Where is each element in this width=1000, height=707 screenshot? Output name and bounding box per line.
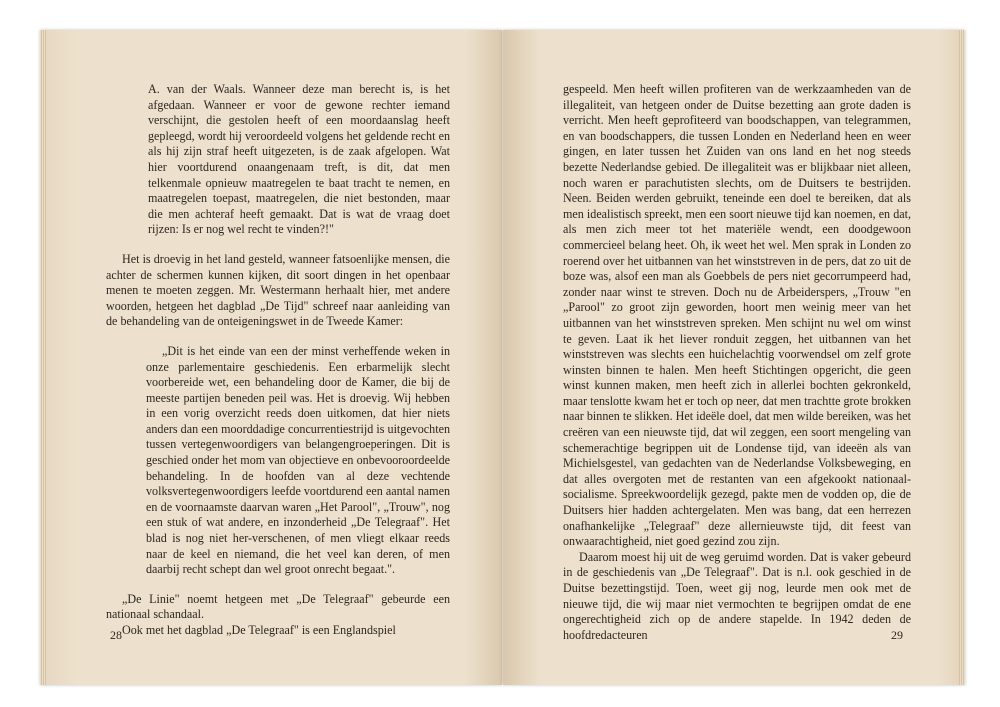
page-number: 28 <box>110 628 122 642</box>
right-page <box>503 30 965 685</box>
quote-continuation: A. van der Waals. Wanneer deze man berecht is, is het afgedaan. Wanneer er voor de gewone rechter iemand verschijnt, die gestolen heeft of een moordaanslag heeft gepleegd, wordt hij veroordeeld volgens het geldende recht en als hij zijn straf heeft uitgezeten, is de zaak afgelopen. Wat hier voortdurend onaangenaam treft, is dit, dat men telkenmale opnieuw maatregelen te baat tracht te nemen, en maatregelen toepast, maatregelen, die niet bestonden, maar die men achteraf heeft gemaakt. Dat is wat de vraag doet rijzen: Is er nog wel recht te vinden?!" <box>148 82 450 237</box>
left-page <box>40 30 502 685</box>
book-spread <box>40 30 965 685</box>
page-number: 29 <box>891 628 903 642</box>
paragraph: Ook met het dagblad „De Telegraaf" is een Englandspiel <box>122 623 396 637</box>
left-page-text <box>106 82 450 639</box>
right-page-text <box>563 82 911 643</box>
block-quote: „Dit is het einde van een der minst verheffende weken in onze parlementaire geschiedenis. Een erbarmelijk slecht voorbereide wet, een behandeling door de Kamer, die bij de meeste partijen beneden peil was. Het is droevig. Wij hebben in een vorig overzicht reeds doen uitkomen, dat hier niets anders dan een moorddadige concurrentiestrijd is uitgevochten tussen vertegenwoordigers van belangengroeperingen. Dit is geschied onder het mom van objectieve en onbevooroordeelde behandeling. In de hoofden van al deze vechtende volksvertegenwoordigers leefde voortdurend een aantal namen en de voornaamste daarvan waren „Het Parool", „Trouw", nog een stuk of wat andere, en inzonderheid „De Telegraaf". Het blad is nog niet her-verschenen, of men vliegt elkaar reeds naar de keel en niemand, die het veel kan deren, of men daarbij recht schept dan wel groot onrecht begaat.". <box>146 343 450 577</box>
page-edges <box>40 30 46 685</box>
paragraph: gespeeld. Men heeft willen profiteren van de werkzaamheden van de illegaliteit, van hetgeen onder de Duitse bezetting aan grote daden is verricht. Men heeft geprofiteerd van boodschappen, van telegrammen, en van boodschappers, die tussen Londen en Nederland heen en weer gingen, en later tussen het Zuiden van ons land en het nog steeds bezette Nederlandse gebied. De illegaliteit was er blijkbaar niet alleen, noch waren er parachutisten slechts, om de Duitsers te bestrijden. Neen. Beiden werden gebruikt, teneinde een doel te bereiken, dat als men idealistisch spreekt, men een soort nieuwe tijd kan noemen, en dat, als men zich meer tot het materiële wendt, een doodgewoon commercieel belang heet. Oh, ik weet het wel. Men sprak in Londen zo roerend over het uitbannen van het winststreven in de pers, dat zo uit de boze was, alsof een man als Goebbels de pers niet gecorrumpeerd had, zonder naar winst te streven. Doch nu de Arbeiderspers, „Trouw "en „Parool" zo groot zijn geworden, hoort men weinig meer van het uitbannen van het winststreven spreken. Men schijnt nu wel om winst te geven. Laat ik het liever ronduit zeggen, het uitbannen van het winststreven was slechts een huichelachtig voorwendsel om zelf grote winsten binnen te halen. Men heeft Stichtingen opgericht, die geen winst kunnen maken, men heeft zich in allerlei bochten gekronkeld, maar tenslotte kwam het er toch op neer, dat men trachtte grote brokken naar binnen te slikken. Het ideële doel, dat men wilde bereiken, was het creëren van een nieuwste tijd, dat wil zeggen, een soort mengeling van schemerachtige begrippen uit de Londense tijd, van ideeën als van Michielsgestel, van gedachten van de Nederlandse Volksbeweging, en dat alles overgoten met de restanten van een afgekookt nationaal-socialisme. Spreekwoordelijk gezegd, pakte men de vodden op, die de Duitsers hier hadden achtergelaten. Men was bang, dat een herrezen onafhankelijke „Telegraaf" deze allernieuwste tijd, dit feest van onwaarachtigheid, niet goed gezind zou zijn. <box>563 82 911 549</box>
paragraph: Daarom moest hij uit de weg geruimd worden. Dat is vaker gebeurd in de geschiedenis van „De Telegraaf". Dat is n.l. ook geschied in de Duitse bezettingstijd. Toen, weet gij nog, leurde men ook met de nieuwe tijd, die wij maar niet vermochten te begrijpen omdat de ene ongerechtigheid zich op de andere stapelde. In 1942 deden de hoofdredacteuren <box>563 549 911 642</box>
paragraph: „De Linie" noemt hetgeen met „De Telegraaf" gebeurde een nationaal schandaal. <box>106 591 450 622</box>
paragraph: Het is droevig in het land gesteld, wanneer fatsoenlijke mensen, die achter de schermen kunnen kijken, dit soort dingen in het openbaar menen te moeten zeggen. Mr. Westermann herhaalt hier, met andere woorden, hetgeen het dagblad „De Tijd" schreef naar aanleiding van de behandeling van de onteigeningswet in de Tweede Kamer: <box>106 251 450 329</box>
page-edges <box>959 30 965 685</box>
